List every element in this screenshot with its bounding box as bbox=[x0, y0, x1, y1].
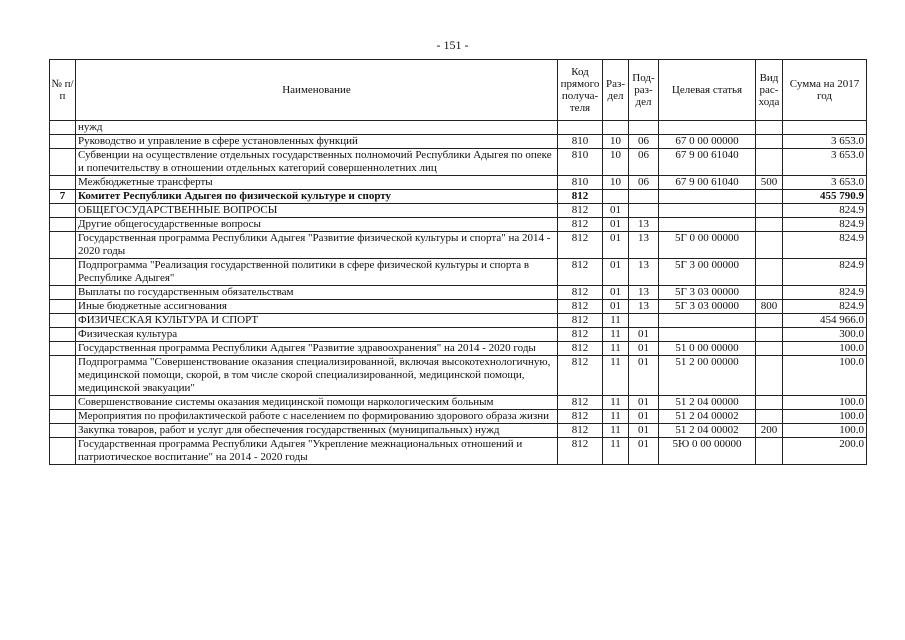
cell-subsection: 01 bbox=[629, 410, 659, 424]
cell-num bbox=[50, 410, 76, 424]
cell-num bbox=[50, 328, 76, 342]
cell-expense-type: 500 bbox=[756, 176, 783, 190]
cell-num bbox=[50, 218, 76, 232]
cell-code: 812 bbox=[558, 232, 603, 259]
header-code: Код прямого получа-теля bbox=[558, 60, 603, 121]
cell-name: Другие общегосударственные вопросы bbox=[76, 218, 558, 232]
cell-expense-type bbox=[756, 356, 783, 396]
table-row bbox=[50, 300, 867, 314]
cell-sum: 3 653.0 bbox=[783, 135, 867, 149]
cell-expense-type bbox=[756, 121, 783, 135]
cell-expense-type bbox=[756, 218, 783, 232]
cell-sum: 824.9 bbox=[783, 300, 867, 314]
cell-subsection: 13 bbox=[629, 259, 659, 286]
cell-target: 67 0 00 00000 bbox=[659, 135, 756, 149]
cell-subsection bbox=[629, 204, 659, 218]
cell-expense-type: 800 bbox=[756, 300, 783, 314]
cell-section: 01 bbox=[603, 286, 629, 300]
header-expense-type: Вид рас-хода bbox=[756, 60, 783, 121]
table-header-row bbox=[50, 60, 867, 121]
cell-code: 812 bbox=[558, 190, 603, 204]
table-row bbox=[50, 396, 867, 410]
budget-table bbox=[49, 59, 867, 465]
cell-sum: 100.0 bbox=[783, 396, 867, 410]
cell-sum: 454 966.0 bbox=[783, 314, 867, 328]
table-row bbox=[50, 314, 867, 328]
cell-name: Руководство и управление в сфере установленных функций bbox=[76, 135, 558, 149]
cell-target: 51 2 04 00000 bbox=[659, 396, 756, 410]
cell-name: Государственная программа Республики Адыгея "Развитие здравоохранения" на 2014 - 2020 годы bbox=[76, 342, 558, 356]
header-sum: Сумма на 2017 год bbox=[783, 60, 867, 121]
cell-name: Подпрограмма "Реализация государственной политики в сфере физической культуры и спорта в Республике Адыгея" bbox=[76, 259, 558, 286]
cell-expense-type bbox=[756, 135, 783, 149]
table-row bbox=[50, 135, 867, 149]
header-name: Наименование bbox=[76, 60, 558, 121]
table-row bbox=[50, 342, 867, 356]
cell-expense-type bbox=[756, 149, 783, 176]
cell-sum bbox=[783, 121, 867, 135]
cell-code: 812 bbox=[558, 286, 603, 300]
cell-code: 812 bbox=[558, 396, 603, 410]
cell-code: 812 bbox=[558, 259, 603, 286]
cell-expense-type bbox=[756, 328, 783, 342]
cell-section: 10 bbox=[603, 149, 629, 176]
cell-subsection: 13 bbox=[629, 218, 659, 232]
cell-expense-type bbox=[756, 259, 783, 286]
cell-num bbox=[50, 286, 76, 300]
cell-num: 7 bbox=[50, 190, 76, 204]
cell-subsection: 13 bbox=[629, 232, 659, 259]
cell-expense-type bbox=[756, 314, 783, 328]
cell-code: 812 bbox=[558, 328, 603, 342]
cell-subsection bbox=[629, 314, 659, 328]
cell-subsection bbox=[629, 121, 659, 135]
cell-subsection: 01 bbox=[629, 342, 659, 356]
table-row bbox=[50, 121, 867, 135]
cell-section bbox=[603, 121, 629, 135]
header-num: № п/п bbox=[50, 60, 76, 121]
cell-section: 11 bbox=[603, 356, 629, 396]
cell-name: нужд bbox=[76, 121, 558, 135]
header-target: Целевая статья bbox=[659, 60, 756, 121]
table-body bbox=[50, 121, 867, 465]
cell-name: Закупка товаров, работ и услуг для обеспечения государственных (муниципальных) нужд bbox=[76, 424, 558, 438]
cell-section: 01 bbox=[603, 204, 629, 218]
cell-subsection: 01 bbox=[629, 328, 659, 342]
cell-subsection: 06 bbox=[629, 135, 659, 149]
cell-num bbox=[50, 424, 76, 438]
cell-num bbox=[50, 300, 76, 314]
table-row bbox=[50, 204, 867, 218]
cell-num bbox=[50, 135, 76, 149]
cell-target: 5Г 3 00 00000 bbox=[659, 259, 756, 286]
table-row bbox=[50, 286, 867, 300]
cell-sum: 200.0 bbox=[783, 438, 867, 465]
cell-num bbox=[50, 396, 76, 410]
header-section: Раз-дел bbox=[603, 60, 629, 121]
cell-name: Выплаты по государственным обязательствам bbox=[76, 286, 558, 300]
cell-expense-type bbox=[756, 232, 783, 259]
cell-target bbox=[659, 328, 756, 342]
cell-code: 812 bbox=[558, 204, 603, 218]
cell-expense-type bbox=[756, 204, 783, 218]
cell-expense-type bbox=[756, 190, 783, 204]
cell-name: ОБЩЕГОСУДАРСТВЕННЫЕ ВОПРОСЫ bbox=[76, 204, 558, 218]
cell-code bbox=[558, 121, 603, 135]
cell-code: 812 bbox=[558, 314, 603, 328]
cell-name: Мероприятия по профилактической работе с населением по формированию здорового образа жизни bbox=[76, 410, 558, 424]
cell-target bbox=[659, 218, 756, 232]
cell-sum: 100.0 bbox=[783, 342, 867, 356]
cell-target: 67 9 00 61040 bbox=[659, 149, 756, 176]
cell-section: 10 bbox=[603, 135, 629, 149]
cell-section: 11 bbox=[603, 424, 629, 438]
cell-expense-type bbox=[756, 286, 783, 300]
table-row bbox=[50, 149, 867, 176]
cell-target: 67 9 00 61040 bbox=[659, 176, 756, 190]
cell-num bbox=[50, 314, 76, 328]
table-row bbox=[50, 218, 867, 232]
cell-target: 5Ю 0 00 00000 bbox=[659, 438, 756, 465]
table-row bbox=[50, 190, 867, 204]
cell-name: Государственная программа Республики Адыгея "Развитие физической культуры и спорта" на 2014 - 2020 годы bbox=[76, 232, 558, 259]
cell-section: 01 bbox=[603, 232, 629, 259]
cell-sum: 824.9 bbox=[783, 286, 867, 300]
cell-target bbox=[659, 204, 756, 218]
cell-section: 11 bbox=[603, 396, 629, 410]
table-row bbox=[50, 438, 867, 465]
cell-sum: 100.0 bbox=[783, 410, 867, 424]
cell-target: 51 2 00 00000 bbox=[659, 356, 756, 396]
cell-section: 10 bbox=[603, 176, 629, 190]
cell-section: 11 bbox=[603, 410, 629, 424]
cell-name: Государственная программа Республики Адыгея "Укрепление межнациональных отношений и патриотическое воспитание" на 2014 - 2020 годы bbox=[76, 438, 558, 465]
cell-section: 11 bbox=[603, 342, 629, 356]
cell-num bbox=[50, 149, 76, 176]
cell-subsection: 01 bbox=[629, 396, 659, 410]
cell-name: Межбюджетные трансферты bbox=[76, 176, 558, 190]
cell-subsection: 01 bbox=[629, 438, 659, 465]
cell-section: 01 bbox=[603, 259, 629, 286]
cell-subsection bbox=[629, 190, 659, 204]
cell-target bbox=[659, 121, 756, 135]
cell-code: 812 bbox=[558, 218, 603, 232]
cell-expense-type bbox=[756, 342, 783, 356]
cell-subsection: 06 bbox=[629, 176, 659, 190]
cell-subsection: 06 bbox=[629, 149, 659, 176]
cell-target bbox=[659, 314, 756, 328]
cell-target: 51 0 00 00000 bbox=[659, 342, 756, 356]
cell-section: 11 bbox=[603, 438, 629, 465]
cell-sum: 824.9 bbox=[783, 218, 867, 232]
cell-expense-type bbox=[756, 410, 783, 424]
cell-code: 812 bbox=[558, 410, 603, 424]
cell-target: 51 2 04 00002 bbox=[659, 410, 756, 424]
cell-num bbox=[50, 121, 76, 135]
cell-expense-type: 200 bbox=[756, 424, 783, 438]
cell-code: 812 bbox=[558, 438, 603, 465]
cell-num bbox=[50, 259, 76, 286]
cell-subsection: 13 bbox=[629, 286, 659, 300]
cell-section: 11 bbox=[603, 314, 629, 328]
page-number: - 151 - bbox=[436, 38, 469, 52]
cell-num bbox=[50, 342, 76, 356]
cell-sum: 455 790.9 bbox=[783, 190, 867, 204]
cell-section: 11 bbox=[603, 328, 629, 342]
cell-section: 01 bbox=[603, 218, 629, 232]
cell-code: 812 bbox=[558, 424, 603, 438]
cell-target bbox=[659, 190, 756, 204]
cell-sum: 824.9 bbox=[783, 259, 867, 286]
cell-num bbox=[50, 356, 76, 396]
cell-name: Комитет Республики Адыгея по физической культуре и спорту bbox=[76, 190, 558, 204]
cell-target: 5Г 3 03 00000 bbox=[659, 286, 756, 300]
cell-code: 810 bbox=[558, 149, 603, 176]
cell-target: 5Г 0 00 00000 bbox=[659, 232, 756, 259]
cell-name: ФИЗИЧЕСКАЯ КУЛЬТУРА И СПОРТ bbox=[76, 314, 558, 328]
cell-expense-type bbox=[756, 396, 783, 410]
cell-code: 812 bbox=[558, 356, 603, 396]
cell-name: Физическая культура bbox=[76, 328, 558, 342]
table-row bbox=[50, 356, 867, 396]
cell-num bbox=[50, 232, 76, 259]
cell-code: 812 bbox=[558, 342, 603, 356]
cell-num bbox=[50, 204, 76, 218]
table-row bbox=[50, 259, 867, 286]
header-subsection: Под-раз-дел bbox=[629, 60, 659, 121]
cell-sum: 100.0 bbox=[783, 424, 867, 438]
table-row bbox=[50, 410, 867, 424]
cell-name: Совершенствование системы оказания медицинской помощи наркологическим больным bbox=[76, 396, 558, 410]
cell-sum: 3 653.0 bbox=[783, 176, 867, 190]
cell-num bbox=[50, 176, 76, 190]
cell-sum: 100.0 bbox=[783, 356, 867, 396]
cell-sum: 3 653.0 bbox=[783, 149, 867, 176]
table-row bbox=[50, 232, 867, 259]
table-row bbox=[50, 176, 867, 190]
cell-code: 810 bbox=[558, 135, 603, 149]
cell-num bbox=[50, 438, 76, 465]
cell-subsection: 13 bbox=[629, 300, 659, 314]
cell-code: 812 bbox=[558, 300, 603, 314]
cell-expense-type bbox=[756, 438, 783, 465]
cell-sum: 300.0 bbox=[783, 328, 867, 342]
table-row bbox=[50, 328, 867, 342]
cell-name: Субвенции на осуществление отдельных государственных полномочий Республики Адыгея по опеке и попечительству в отношении отдельных категорий совершеннолетних лиц bbox=[76, 149, 558, 176]
cell-target: 5Г 3 03 00000 bbox=[659, 300, 756, 314]
cell-target: 51 2 04 00002 bbox=[659, 424, 756, 438]
cell-name: Иные бюджетные ассигнования bbox=[76, 300, 558, 314]
table-row bbox=[50, 424, 867, 438]
cell-code: 810 bbox=[558, 176, 603, 190]
cell-name: Подпрограмма "Совершенствование оказания специализированной, включая высокотехнологичную, медицинской помощи, скорой, в том числе скорой специализированной, медицинской помощи, медицинской эвакуации" bbox=[76, 356, 558, 396]
cell-section: 01 bbox=[603, 300, 629, 314]
cell-sum: 824.9 bbox=[783, 232, 867, 259]
cell-subsection: 01 bbox=[629, 356, 659, 396]
cell-sum: 824.9 bbox=[783, 204, 867, 218]
cell-section bbox=[603, 190, 629, 204]
cell-subsection: 01 bbox=[629, 424, 659, 438]
